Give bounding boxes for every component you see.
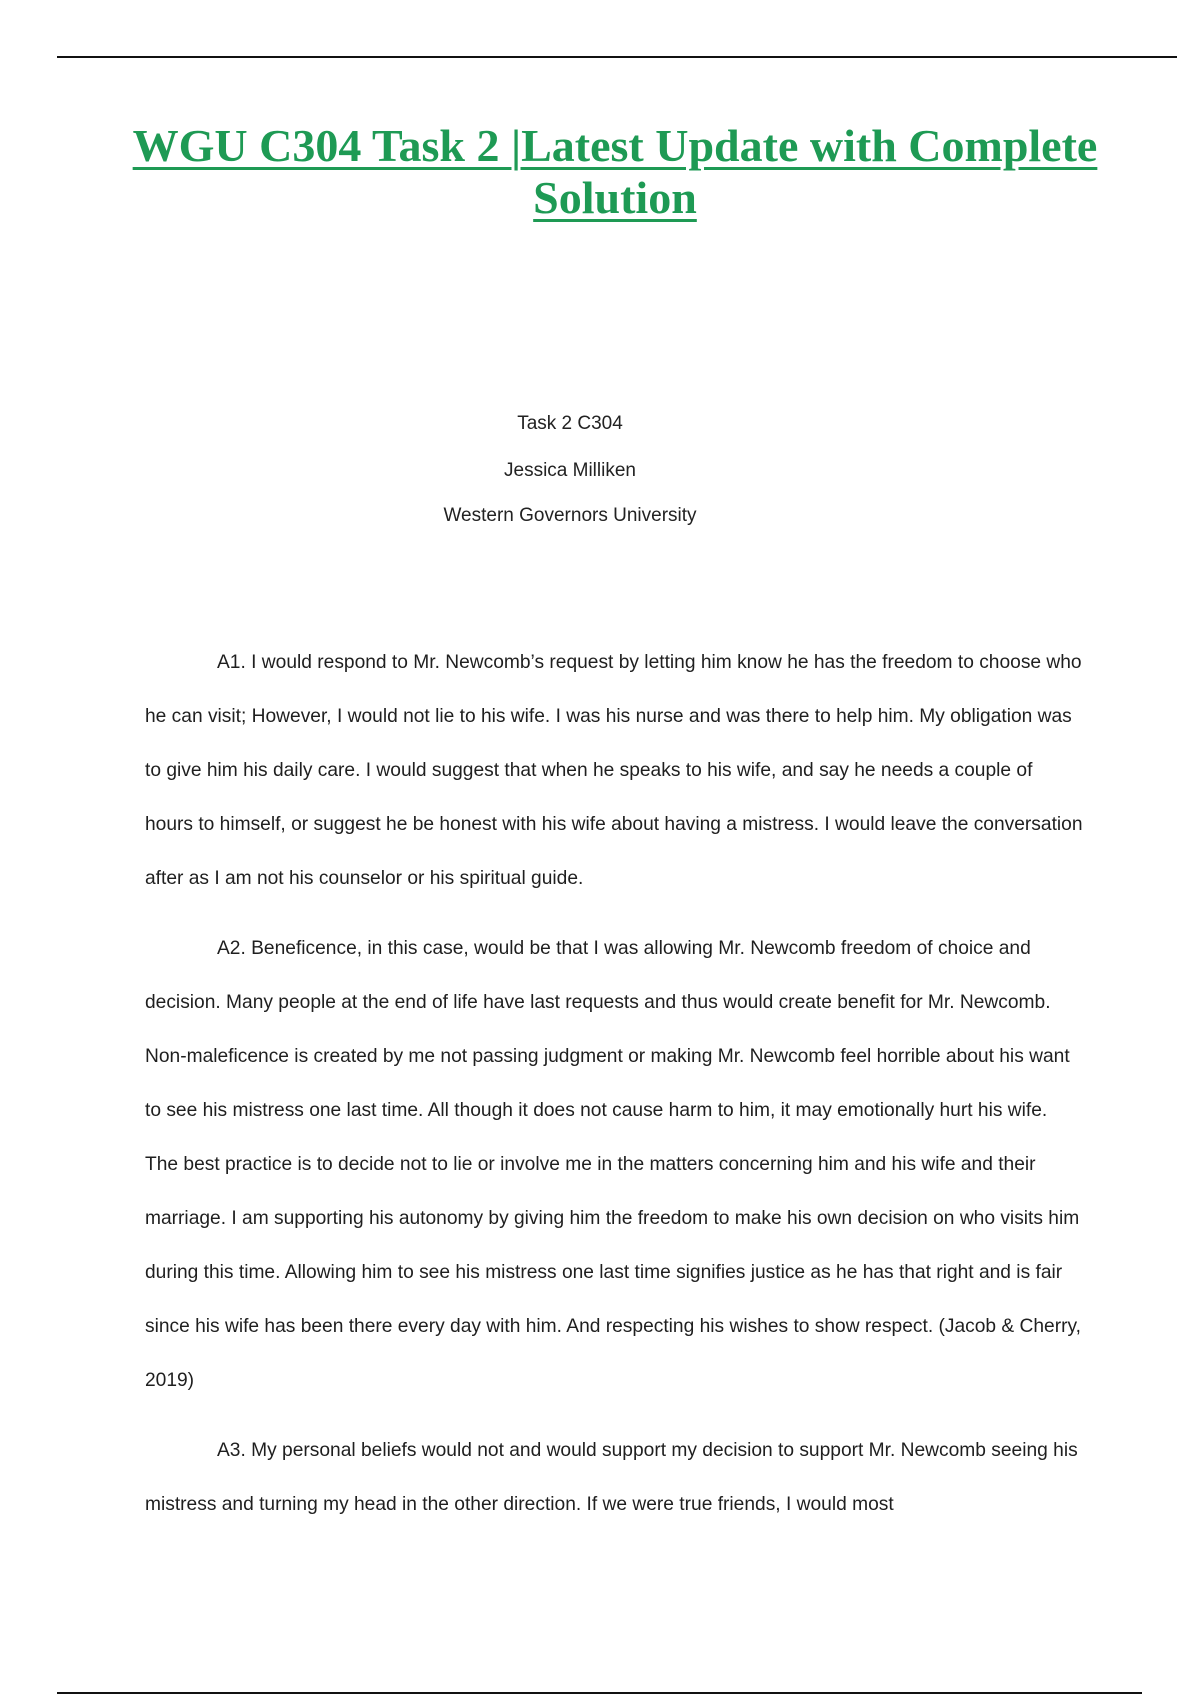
top-rule (57, 56, 1177, 58)
bottom-rule (57, 1692, 1142, 1694)
institution-name: Western Governors University (443, 505, 697, 526)
paragraph-a2: A2. Beneficence, in this case, would be that I was allowing Mr. Newcomb freedom of choice and decision. Many people at the end of life have last requests and thus would create benefit for Mr. Newcomb. Non-maleficence is created by me not passing judgment or making Mr. Newcomb feel horrible about his want to see his mistress one last time. All though it does not cause harm to him, it may emotionally hurt his wife. The best practice is to decide not to lie or involve me in the matters concerning him and his wife and their marriage. I am supporting his autonomy by giving him the freedom to make his own decision on who visits him during this time. Allowing him to see his mistress one last time signifies justice as he has that right and is fair since his wife has been there every day with him. And respecting his wishes to show respect. (Jacob & Cherry, 2019) (145, 938, 1082, 1391)
document-title: WGU C304 Task 2 |Latest Update with Complete Solution (132, 120, 1098, 223)
paragraph-a1: A1. I would respond to Mr. Newcomb’s request by letting him know he has the freedom to choose who he can visit; However, I would not lie to his wife. I was his nurse and was there to help him. My obligation was to give him his daily care. I would suggest that when he speaks to his wife, and say he needs a couple of hours to himself, or suggest he be honest with his wife about having a mistress. I would leave the conversation after as I am not his counselor or his spiritual guide. (145, 652, 1083, 889)
paragraph-a3: A3. My personal beliefs would not and would support my decision to support Mr. Newcomb seeing his mistress and turning my head in the other direction. If we were true friends, I would most (145, 1440, 1078, 1515)
document-body (145, 636, 1085, 1548)
assignment-line: Task 2 C304 (517, 413, 623, 434)
author-name: Jessica Milliken (504, 460, 636, 481)
